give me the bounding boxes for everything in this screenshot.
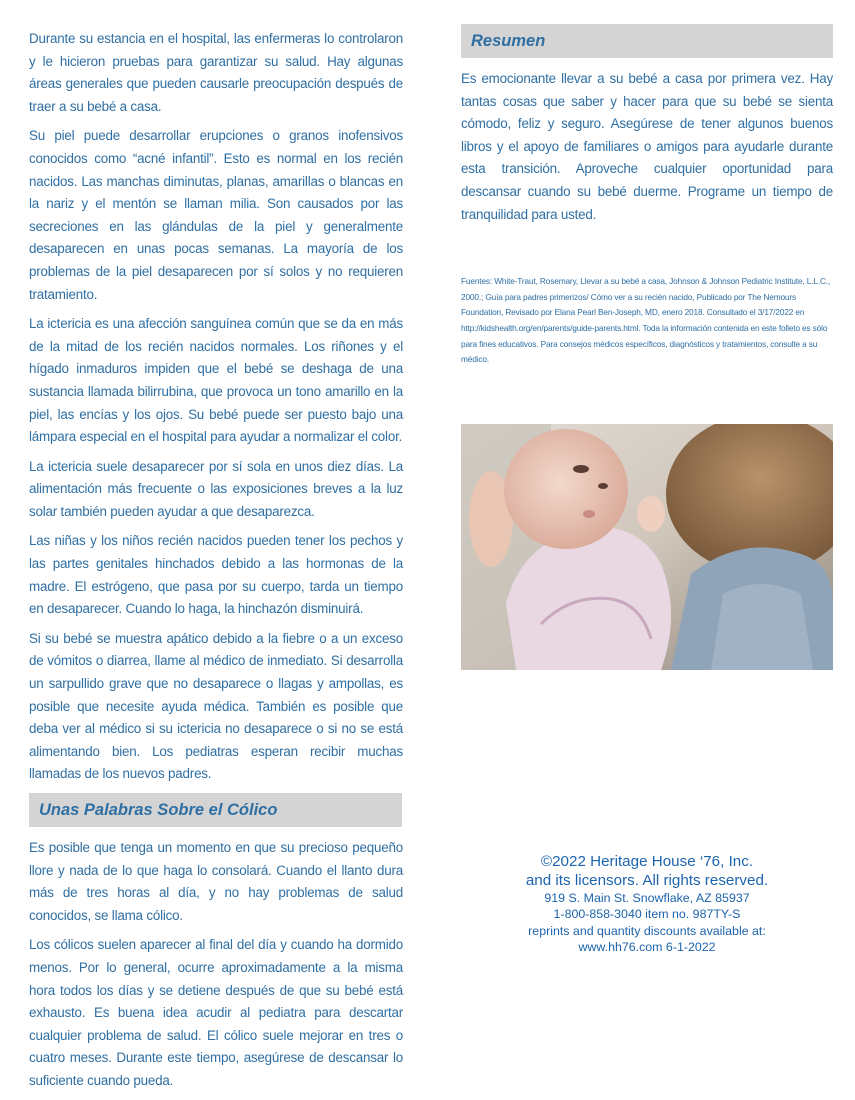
reprints-line: reprints and quantity discounts available at: (528, 923, 766, 938)
right-column (461, 22, 833, 368)
jaundice-paragraph: La ictericia es una afección sanguínea común que se da en más de la mitad de los recién nacidos normales. Los riñones y el hígado inmaduros impiden que el bebé se deshaga de una sustancia llamada bilirrubina, que provoca un tono amarillo en la piel, las encías y los ojos. Su bebé puede ser puesto bajo una lámpara especial en el hospital para ayudar a normalizar el color. (29, 316, 403, 445)
copyright-line: ©2022 Heritage House ‘76, Inc. (540, 853, 754, 870)
left-column (29, 28, 403, 1100)
summary-heading-bar (461, 24, 833, 58)
website-date-line: www.hh76.com 6-1-2022 (578, 940, 716, 955)
publisher-footer (461, 852, 833, 956)
summary-heading: Resumen (471, 31, 546, 50)
colic-paragraph-2: Los cólicos suelen aparecer al final del día y cuando ha dormido menos. Por lo general, ocurre aproximadamente a la misma hora todos los días y se detiene después de que su bebé está exhausto. Es buena idea acudir al pediatra para descartar cualquier problema de salud. El cólico suele mejorar en tres o cuatro meses. Durante este tiempo, asegúrese de descansar lo suficiente cuando pueda. (29, 937, 403, 1088)
jaundice-resolution-paragraph: La ictericia suele desaparecer por sí sola en unos diez días. La alimentación más frecuente o las exposiciones breves a la luz solar también pueden ayudar a que desaparezca. (29, 458, 403, 519)
rights-line: and its licensors. All rights reserved. (525, 872, 769, 889)
mother-baby-photo (461, 424, 833, 670)
call-doctor-paragraph: Si su bebé se muestra apático debido a la fiebre o a un exceso de vómitos o diarrea, llame al médico de inmediato. Si desarrolla un sarpullido grave que no desaparece o llagas y ampollas, es posible que necesite ayuda médica. También es posible que deba ver al médico si su ictericia no desaparece o si no se está alimentando bien. Los pediatras esperan recibir muchas llamadas de los nuevos padres. (29, 630, 403, 782)
intro-paragraph: Durante su estancia en el hospital, las enfermeras lo controlaron y le hicieron pruebas para garantizar su salud. Hay algunas áreas generales que pueden causarle preocupación después de traer a su bebé a casa. (29, 31, 403, 114)
skin-paragraph: Su piel puede desarrollar erupciones o granos inofensivos conocidos como “acné infantil”. Esto es normal en los recién nacidos. Las manchas diminutas, planas, amarillas o blancas en la nariz y el mentón se llaman milia. Son causados por las secreciones en las glándulas de la piel y generalmente desaparecen en unas pocas semanas. La mayoría de los problemas de la piel desaparecen por sí solos y no requieren tratamiento. (29, 128, 403, 302)
address-line: 919 S. Main St. Snowflake, AZ 85937 (544, 891, 750, 905)
summary-paragraph: Es emocionante llevar a su bebé a casa por primera vez. Hay tantas cosas que saber y hacer para que su bebé se sienta cómodo, feliz y seguro. Asegúrese de tener algunos buenos libros y el apoyo de familiares o amigos para ayudarle durante esta transición. Aproveche cualquier oportunidad para descansar cuando su bebé duerme. Programe un tiempo de tranquilidad para usted. (461, 71, 833, 222)
colic-heading-bar (29, 793, 402, 827)
colic-paragraph-1: Es posible que tenga un momento en que su precioso pequeño llore y nada de lo que haga lo consolará. Cuando el llanto dura más de tres horas al día, y no hay problemas de salud conocidos, se llama cólico. (29, 840, 403, 923)
colic-heading: Unas Palabras Sobre el Cólico (39, 800, 278, 819)
sources-note: Fuentes: White-Traut, Rosemary, Llevar a su bebé a casa, Johnson & Johnson Pediatric Institute, L.L.C., 2000.; Guía para padres primerizos/ Cómo ver a su recién nacido, Publicado por The Nemours Foundation, Revisado por Elana Pearl Ben-Joseph, MD, enero 2018. Consultado el 3/17/2022 en http://kidshealth.org/en/parents/guide-parents.html. Toda la información contenida en este folleto es sólo para fines educativos. Para consejos médicos específicos, diagnósticos y tratamientos, consulte a su médico. (461, 276, 831, 365)
hormones-paragraph: Las niñas y los niños recién nacidos pueden tener los pechos y las partes genitales hinchados debido a las hormonas de la madre. El estrógeno, que pasa por su cuerpo, tarda un tiempo en desaparecer. Cuando lo haga, la hinchazón disminuirá. (29, 533, 403, 617)
phone-item-line: 1-800-858-3040 item no. 987TY-S (553, 907, 741, 922)
